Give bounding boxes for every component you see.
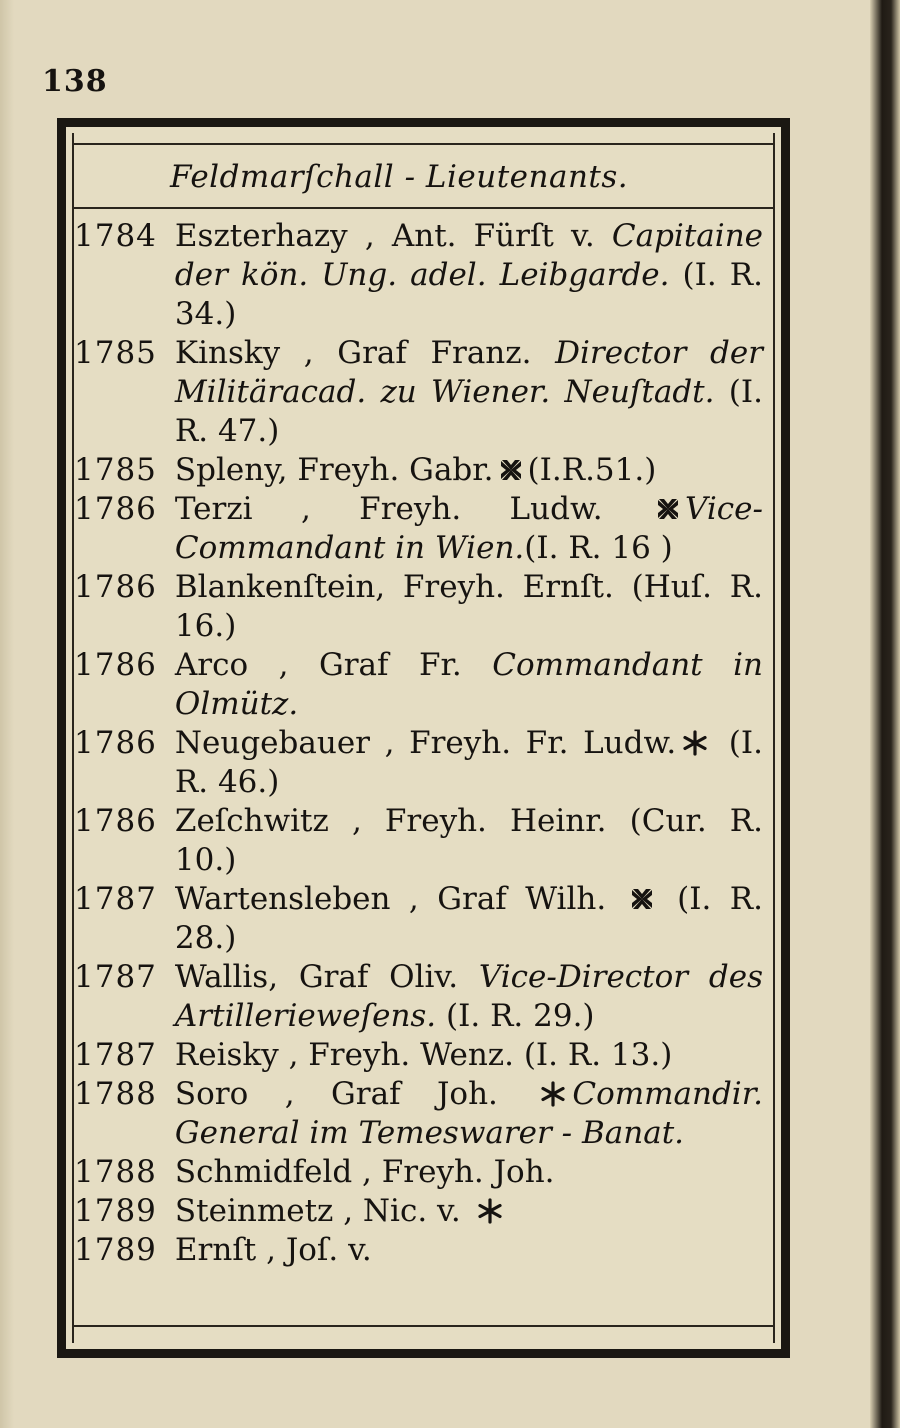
entry-year: 1788 [74, 1154, 157, 1190]
entry-text [175, 1036, 773, 1075]
entry-title: Commandir. General im Temeswarer - Banat. [174, 1076, 763, 1151]
entry-name: Spleny, Freyh. Gabr. [174, 452, 494, 488]
entry-text [175, 802, 773, 880]
entry-name: Ernſt , Joſ. v. [174, 1232, 372, 1268]
page-edge-right [870, 0, 900, 1428]
entry-title: Director der Militäracad. zu Wiener. Neuſtadt. [174, 335, 764, 410]
entry-regiment: (I. R. 34.) [174, 257, 763, 332]
entry-text [175, 1075, 773, 1153]
entry-year: 1787 [74, 1037, 157, 1073]
list-item [74, 568, 773, 646]
entry-title: Vice-Director des Artillerieweſens. [174, 959, 763, 1034]
list-item [74, 490, 773, 568]
entry-name: Wartensleben , Graf Wilh. [174, 881, 625, 917]
entry-list [74, 217, 773, 1270]
entry-year: 1787 [74, 881, 157, 917]
entry-year: 1786 [74, 491, 157, 527]
entry-year: 1784 [74, 218, 157, 254]
entry-year: 1786 [74, 725, 157, 761]
page-edge-left [0, 0, 14, 1428]
entry-title: Capitaine der kön. Ung. adel. Leibgarde. [174, 218, 763, 293]
entry-text [175, 1231, 773, 1270]
entry-text [175, 568, 773, 646]
entry-regiment: (I. R. 47.) [174, 374, 763, 449]
entry-year: 1785 [74, 452, 157, 488]
list-item [74, 1075, 773, 1153]
list-item [74, 217, 773, 334]
entry-text [175, 1153, 773, 1192]
entry-year: 1788 [74, 1076, 157, 1112]
star-order-icon [477, 1198, 503, 1224]
star-order-icon [540, 1081, 566, 1107]
entry-text [175, 958, 773, 1036]
maltese-cross-icon [498, 457, 524, 483]
list-item [74, 334, 773, 451]
list-item [74, 724, 773, 802]
entry-text [175, 490, 773, 568]
entry-regiment: (I. R. 16 ) [524, 530, 673, 566]
list-item [74, 958, 773, 1036]
entry-name: Kinsky , Graf Franz. [174, 335, 556, 371]
entry-name: Soro , Graf Joh. [174, 1076, 535, 1112]
entry-name: Steinmetz , Nic. v. [174, 1193, 471, 1229]
page-title: Feldmarſchall - Lieutenants. [170, 159, 629, 195]
entry-name: Eszterhazy , Ant. Fürſt v. [174, 218, 612, 254]
list-item [74, 880, 773, 958]
entry-name: Schmidfeld , Freyh. Joh. [174, 1154, 555, 1190]
entry-name: Zeſchwitz , Freyh. Heinr. (Cur. R. 10.) [174, 803, 763, 878]
frame-inner [72, 133, 775, 1343]
entry-name: Blankenſtein, Freyh. Ernſt. (Huſ. R. 16.) [174, 569, 763, 644]
entry-text [175, 451, 773, 490]
entry-text [175, 646, 773, 724]
bottom-rule [74, 1325, 773, 1327]
entry-text [175, 880, 773, 958]
entry-year: 1785 [74, 335, 157, 371]
page-number: 138 [42, 64, 108, 99]
list-item [74, 1231, 773, 1270]
entry-regiment: (I. R. 28.) [174, 881, 763, 956]
list-item [74, 1036, 773, 1075]
entry-name: Wallis, Graf Oliv. [174, 959, 479, 995]
entry-text [175, 217, 773, 334]
entry-text [175, 334, 773, 451]
maltese-cross-icon [629, 886, 655, 912]
list-item [74, 451, 773, 490]
entry-year: 1786 [74, 803, 157, 839]
entry-name: Terzi , Freyh. Ludw. [174, 491, 652, 527]
entry-regiment: (I. R. 29.) [436, 998, 595, 1034]
entry-regiment: (I.R.51.) [527, 452, 657, 488]
entry-name: Arco , Graf Fr. [174, 647, 493, 683]
entry-regiment: (I. R. 46.) [174, 725, 763, 800]
entry-text [175, 1192, 773, 1231]
entry-name: Neugebauer , Freyh. Fr. Ludw. [174, 725, 677, 761]
entry-text [175, 724, 773, 802]
entry-year: 1787 [74, 959, 157, 995]
page-frame [57, 118, 790, 1358]
star-order-icon [682, 730, 708, 756]
entry-title: Vice-Commandant in Wien. [174, 491, 763, 566]
maltese-cross-icon [655, 496, 681, 522]
entry-title: Commandant in Olmütz. [174, 647, 763, 722]
entry-year: 1789 [74, 1232, 157, 1268]
list-item [74, 802, 773, 880]
header [74, 143, 773, 209]
list-item [74, 646, 773, 724]
list-item [74, 1153, 773, 1192]
entry-year: 1786 [74, 569, 157, 605]
entry-name: Reisky , Freyh. Wenz. (I. R. 13.) [174, 1037, 673, 1073]
list-item [74, 1192, 773, 1231]
entry-year: 1789 [74, 1193, 157, 1229]
entry-year: 1786 [74, 647, 157, 683]
